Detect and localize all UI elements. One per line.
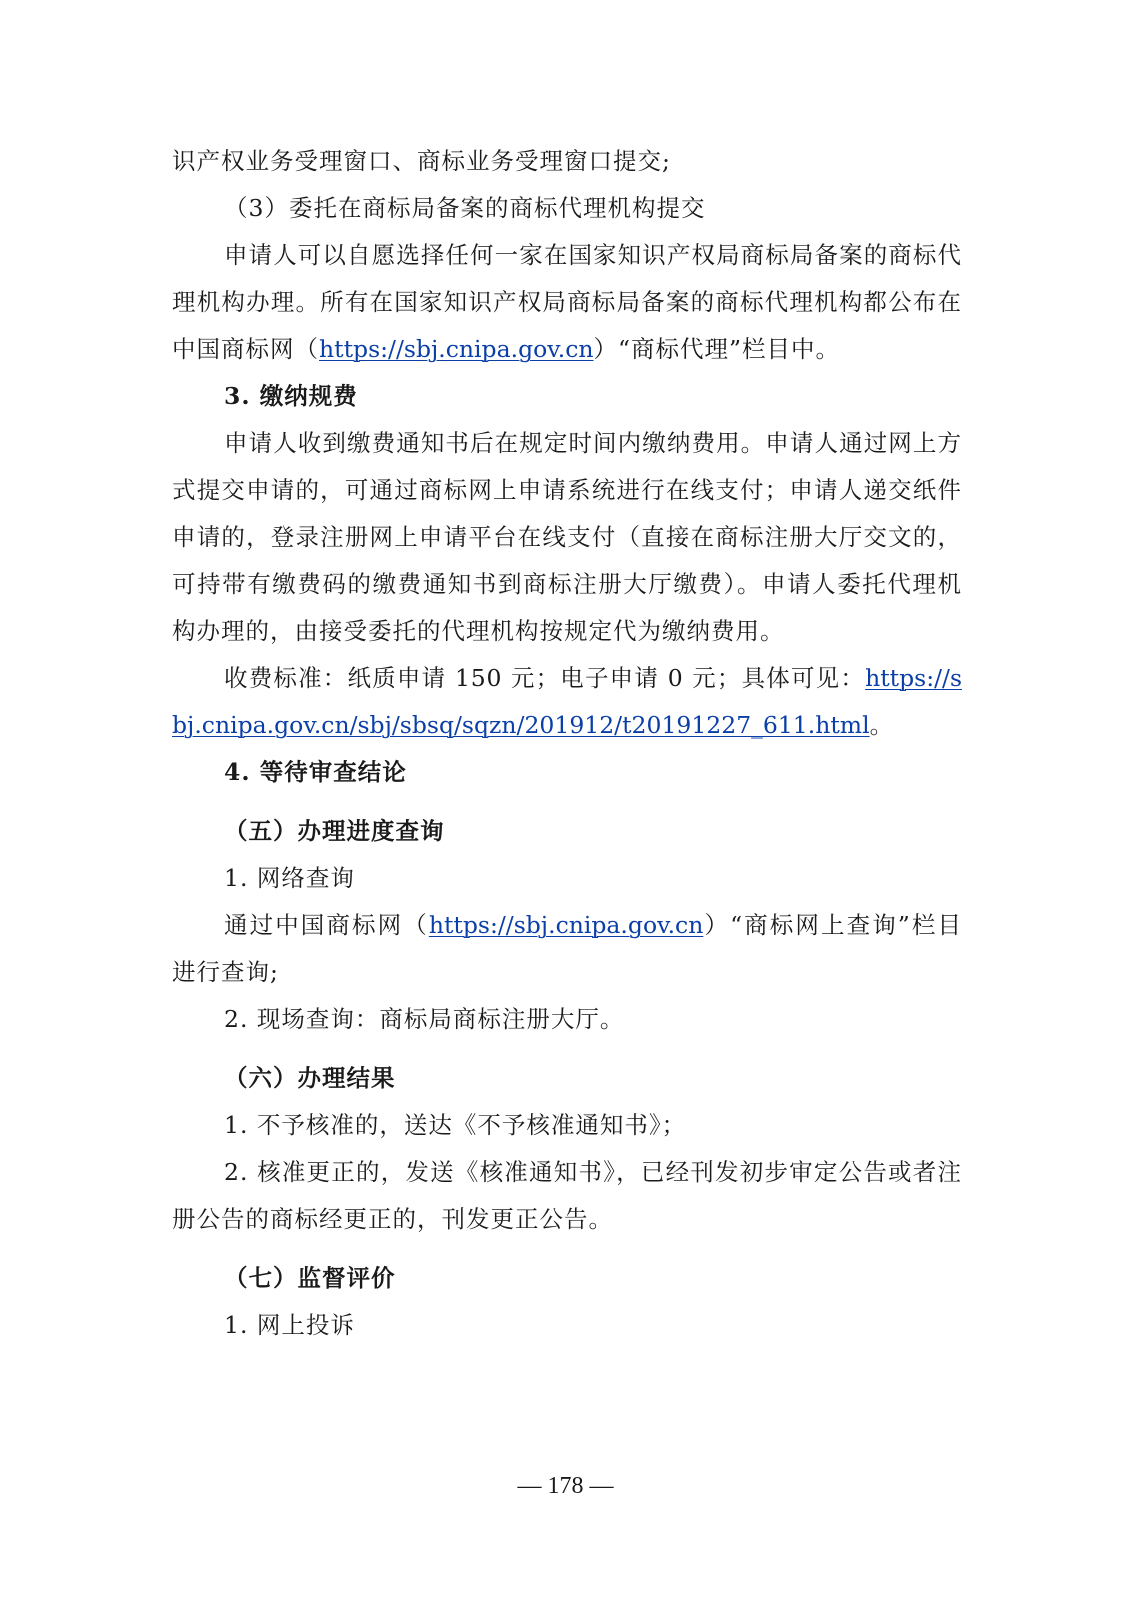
list-item-onsite-query: 2. 现场查询：商标局商标注册大厅。	[224, 1005, 625, 1033]
paragraph-fee: 申请人收到缴费通知书后在规定时间内缴纳费用。申请人通过网上方式提交申请的，可通过商标网上申请系统进行在线支付；申请人递交纸件申请的，登录注册网上申请平台在线支付（直接在商标注册大厅交文的，可持带有缴费码的缴费通知书到商标注册大厅缴费）。申请人委托代理机构办理的，由接受委托的代理机构按规定代为缴纳费用。	[172, 429, 962, 645]
paragraph-query	[172, 902, 962, 996]
page-number: — 178 —	[517, 1473, 614, 1499]
section-heading-fee: 3. 缴纳规费	[224, 382, 358, 410]
cnipa-query-link[interactable]: https://sbj.cnipa.gov.cn	[428, 911, 704, 939]
list-item-rejected: 1. 不予核准的，送达《不予核准通知书》；	[224, 1111, 687, 1139]
paragraph-text: 。	[869, 711, 894, 739]
section-heading-await: 4. 等待审查结论	[224, 758, 407, 786]
list-item-approved: 2. 核准更正的，发送《核准通知书》，已经刊发初步审定公告或者注册公告的商标经更正的，刊发更正公告。	[172, 1158, 962, 1233]
paragraph-text: 申请人可以自愿选择任何一家在国家知识产权局商标局备案的商标代理机构办理。所有在国家知识产权局商标局备案的商标代理机构都公布在中国商标网（	[172, 241, 962, 363]
paragraph-text: ）“商标网上查询”栏目进行查询;	[172, 911, 963, 986]
list-item-3: （3）委托在商标局备案的商标代理机构提交	[224, 194, 706, 222]
paragraph-agency	[172, 232, 962, 373]
list-item-online-complaint: 1. 网上投诉	[224, 1311, 355, 1339]
section-heading-supervision: （七）监督评价	[224, 1264, 396, 1292]
paragraph: 识产权业务受理窗口、商标业务受理窗口提交;	[172, 147, 671, 175]
paragraph-fee-standard	[172, 655, 962, 749]
paragraph-text: 收费标准：纸质申请 150 元；电子申请 0 元；具体可见：	[224, 664, 866, 692]
list-item-online-query: 1. 网络查询	[224, 864, 355, 892]
paragraph-text: 通过中国商标网（	[224, 911, 429, 939]
cnipa-link[interactable]: https://sbj.cnipa.gov.cn	[319, 335, 594, 363]
section-heading-progress: （五）办理进度查询	[224, 817, 445, 845]
paragraph-text: ）“商标代理”栏目中。	[593, 335, 841, 363]
section-heading-result: （六）办理结果	[224, 1064, 396, 1092]
document-body	[172, 138, 962, 1349]
fee-standard-link[interactable]: https://sbj.cnipa.gov.cn/sbj/sbsq/sqzn/201912/t20191227_611.html	[172, 664, 962, 739]
